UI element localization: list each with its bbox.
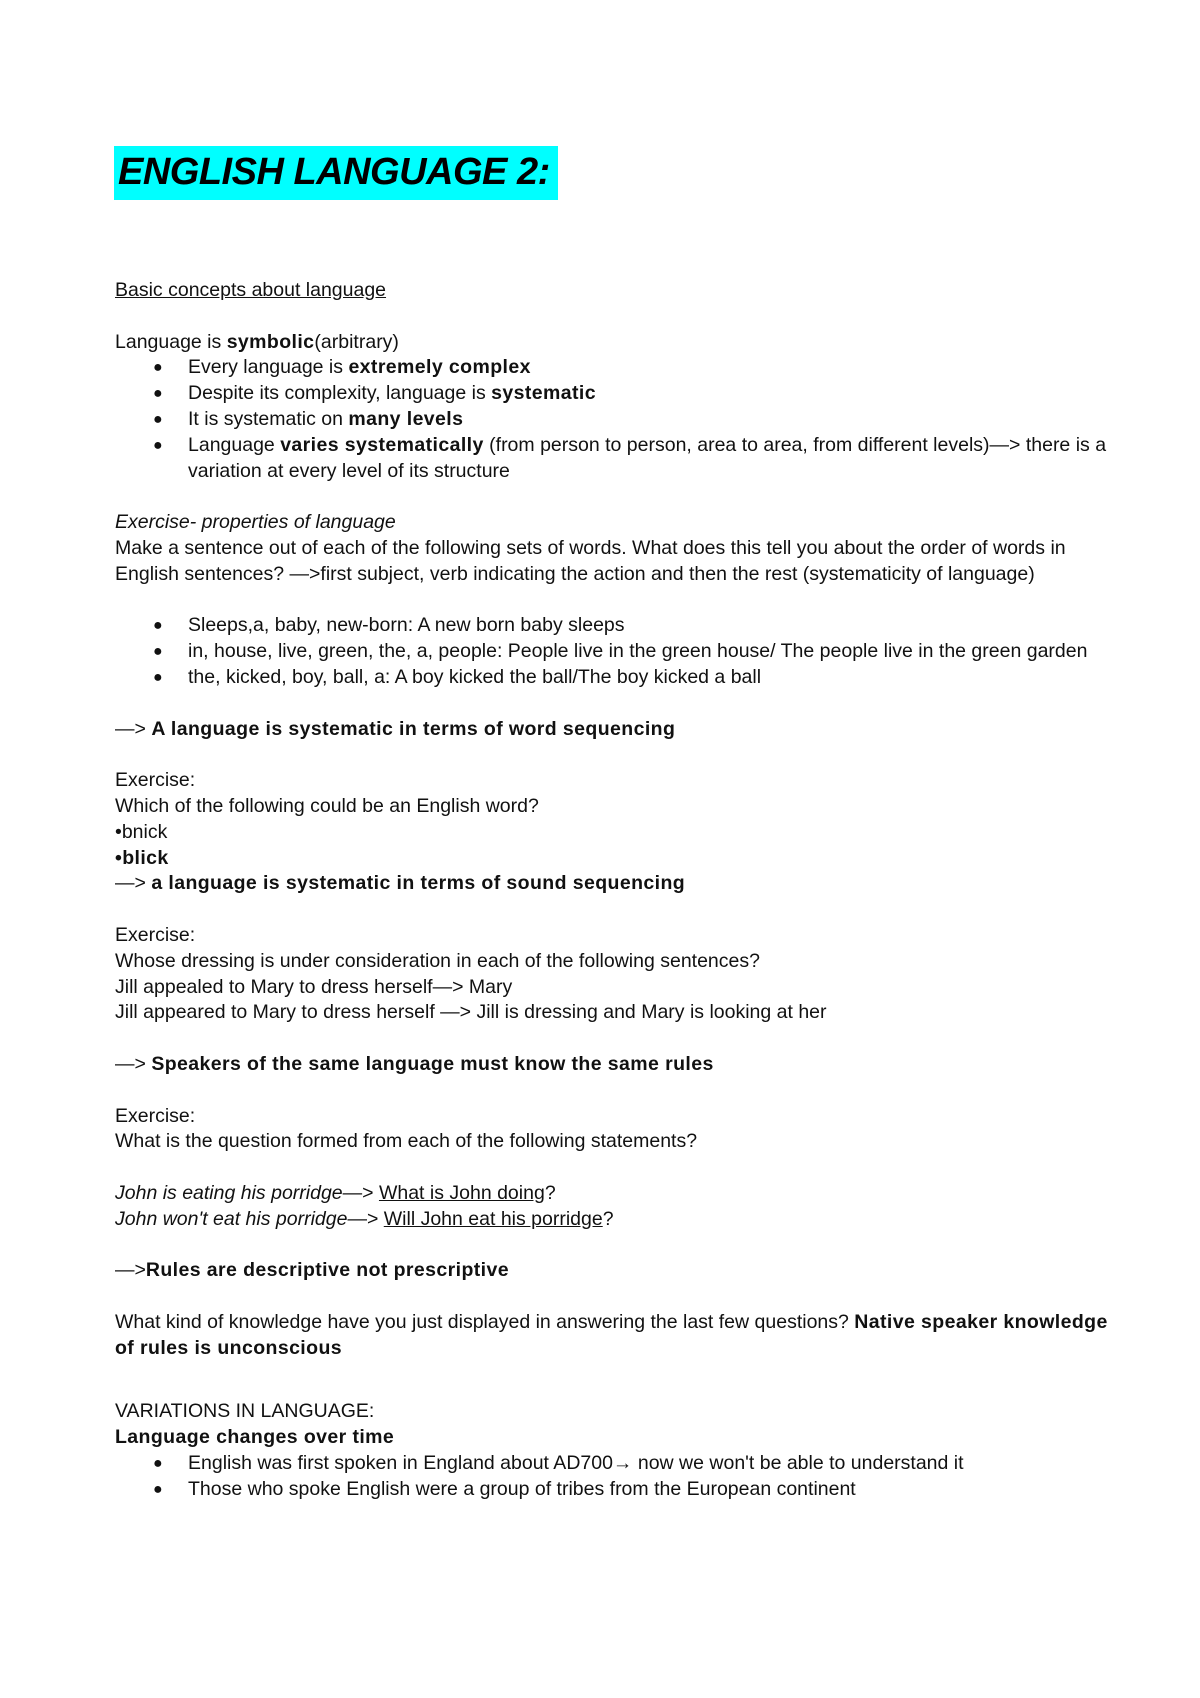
bullet-icon: ● (153, 617, 163, 635)
exercise-word-sets (115, 613, 1115, 690)
language-intro: Language is symbolic(arbitrary) (115, 330, 399, 353)
example-statement: John won't eat his porridge—> Will John eat his porridge? (115, 1207, 614, 1230)
knowledge-question: What kind of knowledge have you just displayed in answering the last few questions? Native speaker knowledge of rules is unconscious (115, 1310, 1108, 1359)
section-heading-variations: VARIATIONS IN LANGUAGE: (115, 1400, 375, 1423)
bullet-icon: ● (153, 643, 163, 661)
list-item: ● Those who spoke English were a group of tribes from the European continent (115, 1477, 1115, 1503)
exercise-question: Which of the following could be an English word? (115, 794, 539, 817)
variations-list (115, 1451, 1115, 1503)
bullet-icon: ● (153, 410, 163, 428)
subheading-language-changes: Language changes over time (115, 1426, 395, 1449)
list-item: ● Every language is extremely complex (115, 355, 1115, 381)
exercise-label: Exercise: (115, 769, 196, 792)
list-item: ● Despite its complexity, language is systematic (115, 381, 1115, 407)
section-heading-basic-concepts: Basic concepts about language (115, 279, 387, 301)
bullet-icon: ● (153, 359, 163, 377)
list-item: ● Sleeps,a, baby, new-born: A new born baby sleeps (115, 613, 1115, 639)
exercise-label: Exercise: (115, 1104, 196, 1127)
bullet-icon: ● (153, 668, 163, 686)
word-option: •bnick (115, 820, 168, 843)
bullet-icon: ● (153, 385, 163, 403)
example-sentence: Jill appealed to Mary to dress herself—> Mary (115, 975, 513, 998)
list-item: ● in, house, live, green, the, a, people: People live in the green house/ The people live in the green garden (115, 639, 1115, 665)
conclusion-descriptive-rules: —>Rules are descriptive not prescriptive (115, 1259, 509, 1282)
list-item: ● the, kicked, boy, ball, a: A boy kicked the ball/The boy kicked a ball (115, 665, 1115, 691)
exercise-label: Exercise: (115, 923, 196, 946)
list-item: ● Language varies systematically (from person to person, area to area, from different levels)—> there is a variation at every level of its structure (153, 433, 1107, 482)
word-option: •blick (115, 846, 169, 869)
bullet-icon: ● (153, 1480, 163, 1498)
conclusion-word-sequencing: —> A language is systematic in terms of word sequencing (115, 717, 676, 740)
exercise-question: What is the question formed from each of the following statements? (115, 1130, 698, 1153)
exercise-question: Whose dressing is under consideration in each of the following sentences? (115, 949, 760, 972)
exercise-instructions: Make a sentence out of each of the following sets of words. What does this tell you about the order of words in English sentences? —>first subject, verb indicating the action and then the rest (systematicity of language) (115, 536, 1066, 585)
example-statement: John is eating his porridge—> What is John doing? (115, 1181, 556, 1204)
bullet-icon: ● (153, 1455, 163, 1473)
list-item: ● English was first spoken in England about AD700→ now we won't be able to understand it (115, 1451, 1115, 1477)
properties-list (115, 355, 1115, 484)
conclusion-sound-sequencing: —> a language is systematic in terms of sound sequencing (115, 872, 686, 895)
page-title: ENGLISH LANGUAGE 2: (114, 146, 558, 200)
conclusion-same-rules: —> Speakers of the same language must know the same rules (115, 1052, 714, 1075)
exercise-heading: Exercise- properties of language (115, 511, 396, 534)
bullet-icon: ● (153, 436, 163, 454)
list-item: ● It is systematic on many levels (115, 407, 1115, 433)
example-sentence: Jill appeared to Mary to dress herself —> Jill is dressing and Mary is looking at her (115, 1001, 827, 1024)
document-body (115, 278, 1115, 1503)
